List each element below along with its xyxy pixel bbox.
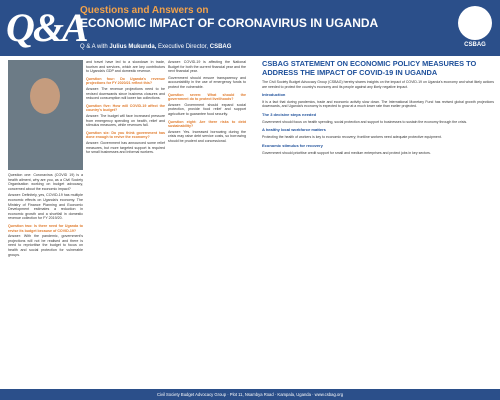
question-heading: Question seven: What should the government do to protect livelihoods?	[168, 92, 246, 102]
answer-paragraph: Answer: Government has announced some relief measures, but more targeted support is required for small businesses and informal workers.	[86, 140, 165, 155]
question-heading: Question eight: Are there risks to debt sustainability?	[168, 119, 246, 129]
org-logo-icon	[458, 6, 492, 40]
question-heading: Question five: How will COVID-19 affect the country's budget?	[86, 103, 165, 113]
section-body: Protecting the health of workers is key to economic recovery; frontline workers need adequate protective equipment.	[262, 135, 442, 140]
answer-paragraph: Answer: With the pandemic, government's projections will not be realised and there is need to reprioritise the budget to focus on health and social protection for vulnerable groups.	[8, 234, 83, 257]
statement-panel	[262, 60, 494, 155]
footer: Civil Society Budget Advocacy Group · Plot 11, Nsambya Road · Kampala, Uganda · www.csbag.org	[0, 389, 500, 400]
question-heading: Question four: Do Uganda's revenue projections for FY 2020/21 reflect this?	[86, 76, 165, 86]
intro-heading: Introduction	[262, 92, 286, 97]
answer-paragraph: and travel have led to a slowdown in trade, tourism and services, which are key contributors to Uganda's GDP and domestic revenue.	[86, 60, 165, 74]
section-heading: The 3 decisive steps needed	[262, 111, 317, 117]
header-banner	[0, 0, 500, 56]
question-heading: Question six: Do you think government has done enough to revive the economy?	[86, 130, 165, 140]
answer-paragraph: Question one: Coronavirus (COVID 19) is a health ailment, why are you, as a Civil Society Organisation working on budget advocacy, concerned about the economic impact?	[8, 173, 83, 191]
byline: Q & A with Julius Mukunda, Executive Director, CSBAG	[80, 44, 232, 50]
answer-paragraph: Government should ensure transparency and accountability in the use of emergency funds to protect the vulnerable.	[168, 75, 246, 89]
portrait-image	[8, 60, 83, 170]
section-body: Government should focus on health spending, social protection and support to businesses to sustain the economy through the crisis.	[262, 119, 468, 124]
title-large: ECONOMIC IMPACT OF CORONAVIRUS IN UGANDA	[80, 16, 379, 30]
section-heading: Economic stimulus for recovery	[262, 142, 323, 148]
statement-title: CSBAG STATEMENT ON ECONOMIC POLICY MEASURES TO ADDRESS THE IMPACT OF COVID-19 IN UGANDA	[262, 59, 477, 77]
column-3	[168, 60, 246, 146]
qa-logo: Q&A	[6, 5, 87, 50]
column-2	[86, 60, 165, 157]
column-1	[8, 60, 83, 259]
section-heading: A healthy local workforce matters	[262, 127, 326, 133]
question-heading: Question two: Is there need for Uganda to revise its budget because of COVID-19?	[8, 223, 83, 233]
answer-paragraph: Answer: The revenue projections need to be revised downwards since business closures and reduced consumption will lower tax collections.	[86, 86, 165, 101]
answer-paragraph: Answer: Yes. Increased borrowing during the crisis may raise debt service costs, so borrowing should be prudent and concessional.	[168, 129, 246, 143]
answer-paragraph: Answer: Government should expand social protection, provide food relief and support agriculture to guarantee food security.	[168, 102, 246, 116]
section-body: Government should prioritise credit support for small and medium enterprises and protect jobs in key sectors.	[262, 150, 431, 155]
answer-paragraph: Answer: Definitely, yes, COVID-19 has multiple economic effects on Uganda's economy. The Ministry of Finance Planning and Economic Development estimates a reduction in economic growth and a shortfall in domestic revenue collection for FY 2019/20.	[8, 193, 83, 221]
answer-paragraph: Answer: The budget will face increased pressure from emergency spending on health, relief and stimulus measures, while revenues fall.	[86, 113, 165, 128]
intro-body: It is a fact that during pandemics, trade and economic activity slow down. The International Monetary Fund has revised global growth projections downwards, and Uganda's economy is expected to grow at a much lower rate than earlier projected.	[262, 100, 494, 109]
title-small: Questions and Answers on	[80, 5, 209, 16]
answer-paragraph: Answer: COVID-19 is affecting the National Budget for both the current financial year and the next financial year.	[168, 60, 246, 74]
statement-intro: The Civil Society Budget Advocacy Group (CSBAG) hereby shares insights on the impact of COVID-19 on Uganda's economy and what likely actions are needed to protect the country's economy and its people against any likely negative impact.	[262, 80, 494, 89]
org-logo-text: CSBAG	[464, 42, 486, 48]
